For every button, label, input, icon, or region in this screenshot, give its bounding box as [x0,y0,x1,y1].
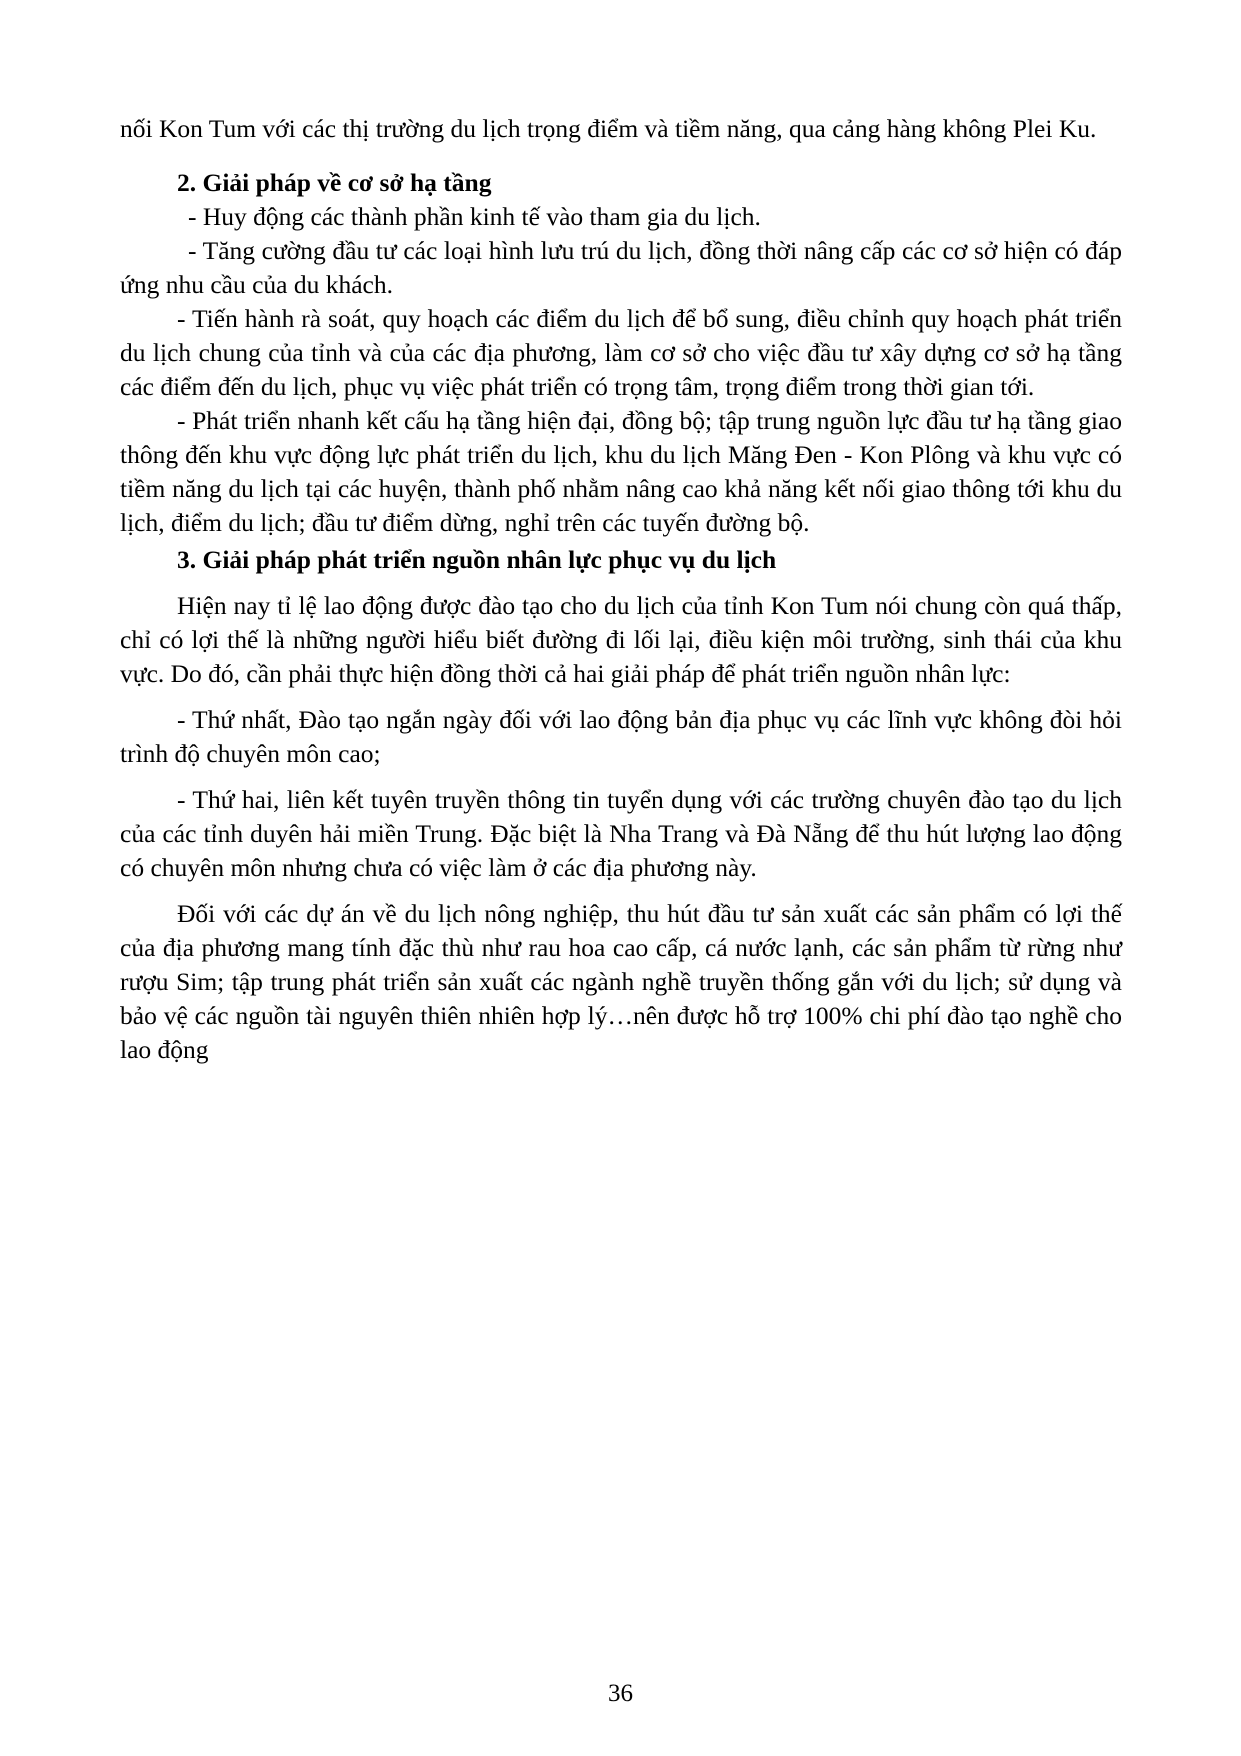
section-3-paragraph: Đối với các dự án về du lịch nông nghiệp, thu hút đầu tư sản xuất các sản phẩm có lợi thế của địa phương mang tính đặc thù như rau hoa cao cấp, cá nước lạnh, các sản phẩm từ rừng như rượu Sim; tập trung phát triển sản xuất các ngành nghề truyền thống gắn với du lịch; sử dụng và bảo vệ các nguồn tài nguyên thiên nhiên hợp lý…nên được hỗ trợ 100% chi phí đào tạo nghề cho lao động [120,899,1122,1064]
section-2-item: - Tăng cường đầu tư các loại hình lưu trú du lịch, đồng thời nâng cấp các cơ sở hiện có đáp ứng nhu cầu của du khách. [120,236,1122,299]
section-2-item: - Huy động các thành phần kinh tế vào tham gia du lịch. [188,202,761,231]
intro-paragraph: nối Kon Tum với các thị trường du lịch trọng điểm và tiềm năng, qua cảng hàng không Plei Ku. [120,114,1097,143]
section-2-heading: 2. Giải pháp về cơ sở hạ tầng [177,168,492,197]
page-number: 36 [608,1680,633,1707]
section-3-paragraph: Hiện nay tỉ lệ lao động được đào tạo cho du lịch của tỉnh Kon Tum nói chung còn quá thấp, chỉ có lợi thế là những người hiểu biết đường đi lối lại, điều kiện môi trường, sinh thái của khu vực. Do đó, cần phải thực hiện đồng thời cả hai giải pháp để phát triển nguồn nhân lực: [120,591,1122,688]
section-2-item: - Tiến hành rà soát, quy hoạch các điểm du lịch để bổ sung, điều chỉnh quy hoạch phát triển du lịch chung của tỉnh và của các địa phương, làm cơ sở cho việc đầu tư xây dựng cơ sở hạ tầng các điểm đến du lịch, phục vụ việc phát triển có trọng tâm, trọng điểm trong thời gian tới. [120,304,1122,401]
section-2-item: - Phát triển nhanh kết cấu hạ tầng hiện đại, đồng bộ; tập trung nguồn lực đầu tư hạ tầng giao thông đến khu vực động lực phát triển du lịch, khu du lịch Măng Đen - Kon Plông và khu vực có tiềm năng du lịch tại các huyện, thành phố nhằm nâng cao khả năng kết nối giao thông tới khu du lịch, điểm du lịch; đầu tư điểm dừng, nghỉ trên các tuyến đường bộ. [120,406,1122,537]
section-3-paragraph: - Thứ hai, liên kết tuyên truyền thông tin tuyển dụng với các trường chuyên đào tạo du lịch của các tỉnh duyên hải miền Trung. Đặc biệt là Nha Trang và Đà Nẵng để thu hút lượng lao động có chuyên môn nhưng chưa có việc làm ở các địa phương này. [120,785,1122,882]
section-3-paragraph: - Thứ nhất, Đào tạo ngắn ngày đối với lao động bản địa phục vụ các lĩnh vực không đòi hỏi trình độ chuyên môn cao; [120,705,1122,768]
document-page [120,112,1122,1067]
section-3-heading: 3. Giải pháp phát triển nguồn nhân lực phục vụ du lịch [177,545,777,574]
